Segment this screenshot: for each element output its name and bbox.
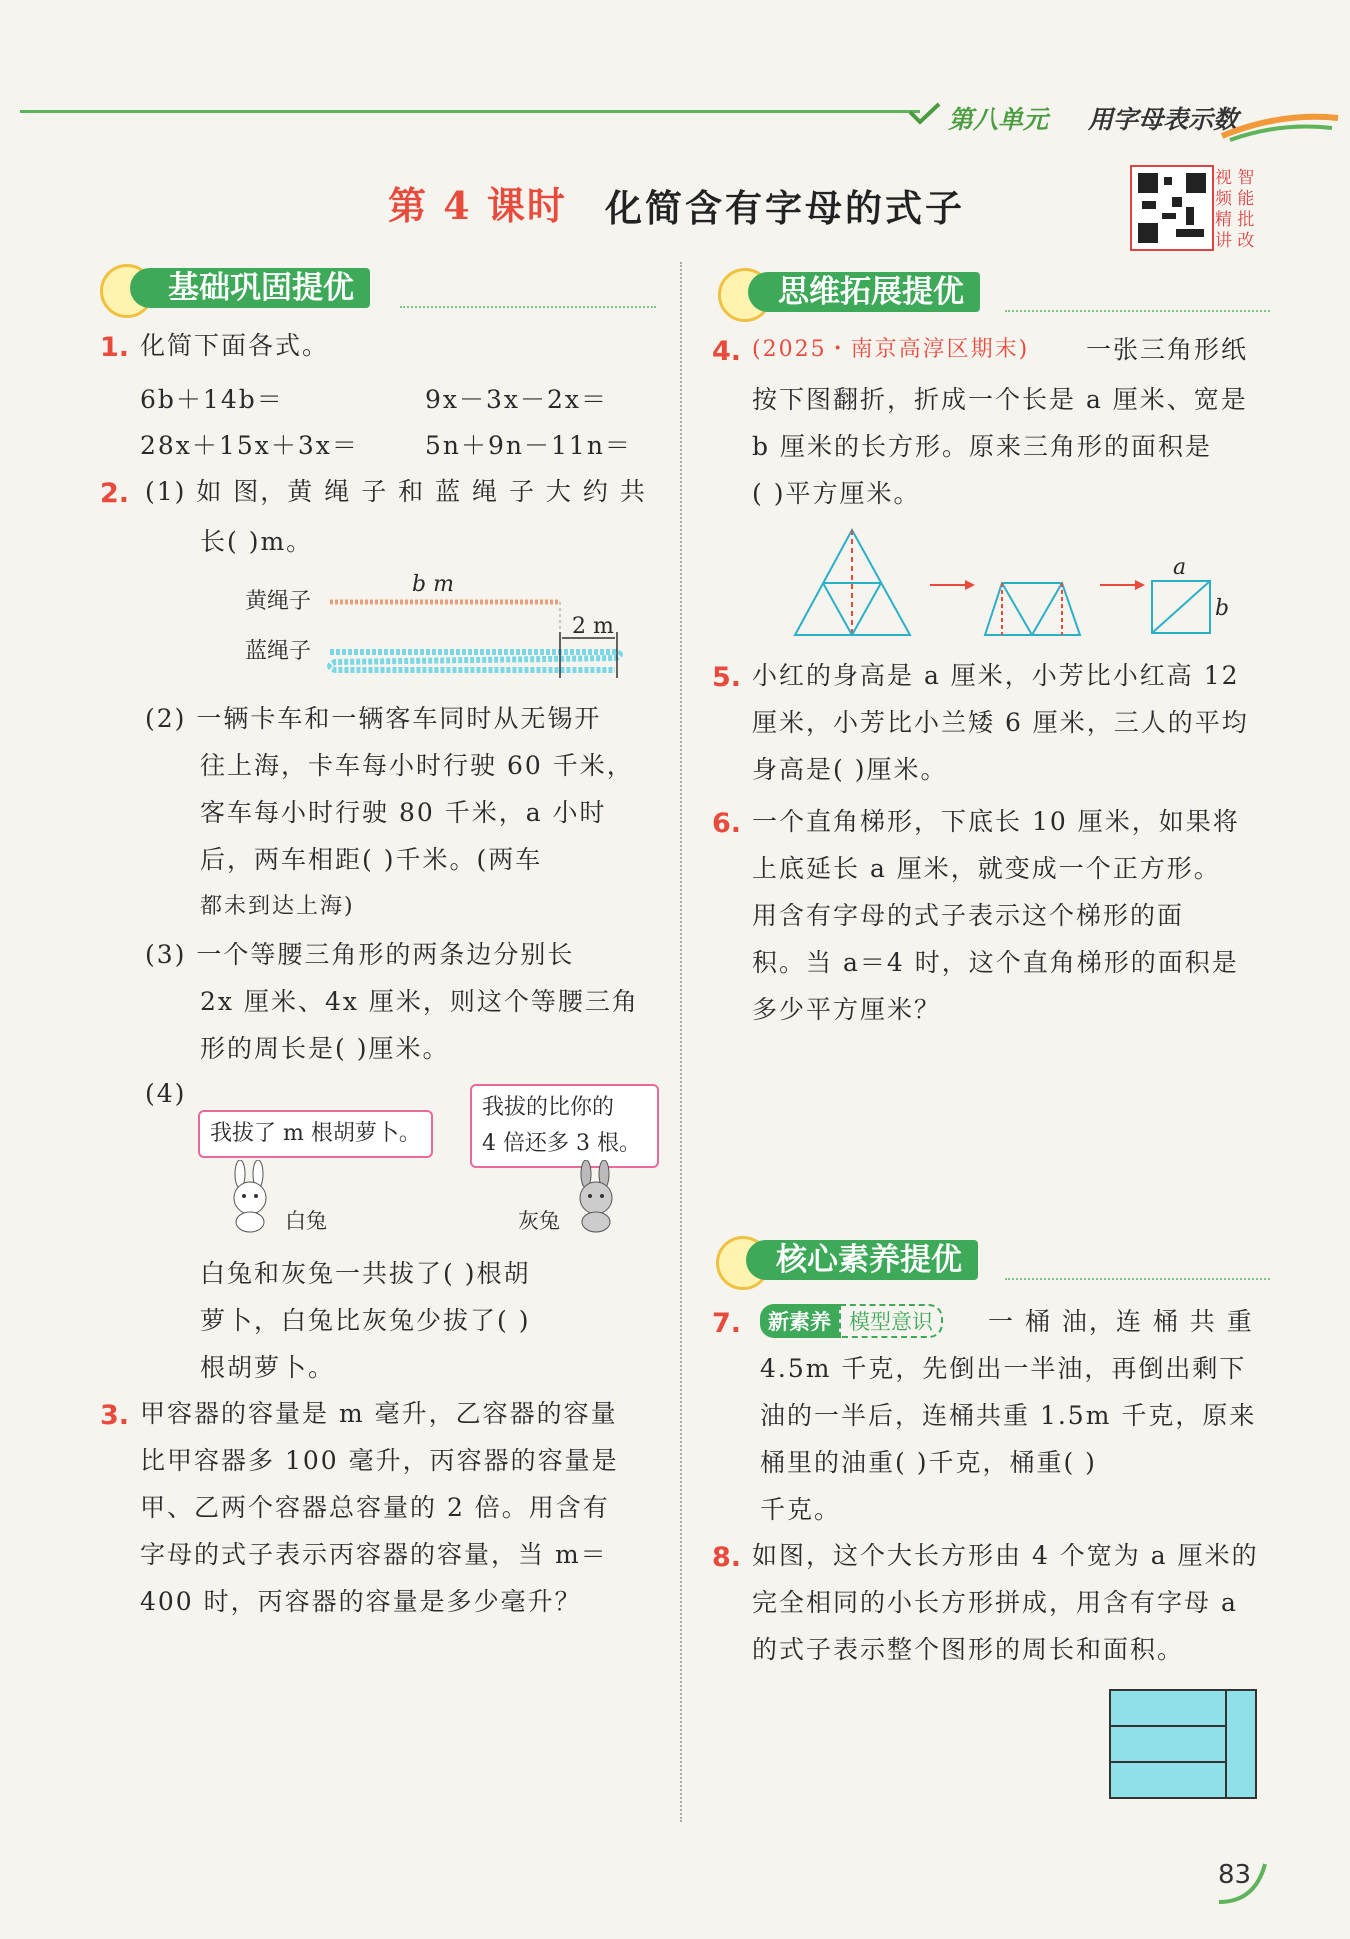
white-rabbit-bubble: 我拔了 m 根胡萝卜。 — [198, 1110, 433, 1158]
q5-line: 小红的身高是 a 厘米，小芳比小红高 12 — [752, 661, 1240, 690]
q7-line: 4.5m 千克，先倒出一半油，再倒出剩下 — [760, 1354, 1247, 1383]
q4-line: 一张三角形纸 — [1086, 335, 1249, 364]
q2-p3-line: 2x 厘米、4x 厘米，则这个等腰三角 — [200, 987, 639, 1016]
q6-line: 用含有字母的式子表示这个梯形的面 — [752, 901, 1185, 930]
q1-number: 1. — [100, 332, 130, 363]
q3-number: 3. — [100, 1400, 130, 1431]
page-swoosh-icon — [1215, 1858, 1275, 1908]
rectangle-figure — [1108, 1688, 1258, 1800]
qr-char: 批 — [1237, 210, 1255, 230]
qr-char: 视 — [1215, 168, 1232, 188]
gray-rabbit-bubble — [470, 1084, 659, 1168]
q2-p2-line: 后，两车相距( )千米。(两车 — [200, 845, 543, 874]
q4-line: b 厘米的长方形。原来三角形的面积是 — [752, 432, 1212, 461]
column-divider — [680, 262, 682, 1822]
header-rule — [20, 110, 920, 113]
q7-line: 桶里的油重( )千克，桶重( ) — [760, 1448, 1097, 1477]
qr-code-icon[interactable] — [1130, 165, 1214, 251]
section-rule — [1005, 1278, 1270, 1280]
q2-p3-line: 形的周长是( )厘米。 — [200, 1034, 450, 1063]
white-rabbit-icon — [222, 1160, 282, 1235]
unit-label: 第八单元 — [948, 105, 1049, 134]
q2-number: 2. — [100, 478, 130, 509]
section-core: 核心素养提优 — [746, 1240, 978, 1280]
q2-p3-line: (3) 一个等腰三角形的两条边分别长 — [145, 940, 575, 969]
section-basic: 基础巩固提优 — [130, 268, 370, 308]
q4-number: 4. — [712, 336, 742, 367]
q3-line: 400 时，丙容器的容量是多少毫升？ — [140, 1587, 582, 1616]
rope-figure — [325, 596, 625, 686]
q4-line: 按下图翻折，折成一个长是 a 厘米、宽是 — [752, 385, 1248, 414]
q1-expr: 9x－3x－2x＝ — [425, 385, 609, 414]
blue-rope-label: 蓝绳子 — [245, 639, 312, 664]
lesson-number: 第 4 课时 — [388, 183, 567, 228]
check-icon — [905, 100, 945, 126]
q7-number: 7. — [712, 1308, 742, 1339]
fold-label-a: a — [1173, 555, 1187, 580]
q3-line: 比甲容器多 100 毫升，丙容器的容量是 — [140, 1446, 619, 1475]
extra-length-label: 2 m — [572, 614, 614, 639]
q5-number: 5. — [712, 662, 742, 693]
q2-p4-line: 根胡萝卜。 — [200, 1353, 336, 1382]
q4-source: (2025・南京高淳区期末) — [752, 337, 1030, 362]
q6-number: 6. — [712, 808, 742, 839]
fold-label-b: b — [1215, 596, 1230, 621]
lesson-title: 化简含有字母的式子 — [605, 187, 965, 230]
q2-p4-line: 白兔和灰兔一共拔了( )根胡 — [200, 1259, 531, 1288]
q8-line: 如图，这个大长方形由 4 个宽为 a 厘米的 — [752, 1541, 1259, 1570]
q5-line: 厘米，小芳比小兰矮 6 厘米，三人的平均 — [752, 708, 1249, 737]
q2-p2-line: 客车每小时行驶 80 千米，a 小时 — [200, 798, 607, 827]
yellow-rope-label: 黄绳子 — [245, 589, 312, 614]
q6-line: 一个直角梯形，下底长 10 厘米，如果将 — [752, 807, 1240, 836]
q2-p1-line: (1) 如 图，黄 绳 子 和 蓝 绳 子 大 约 共 — [145, 477, 647, 506]
q2-p1-line: 长( )m。 — [200, 527, 314, 556]
q7-line: 千克。 — [760, 1495, 842, 1524]
q3-line: 甲、乙两个容器总容量的 2 倍。用含有 — [140, 1493, 610, 1522]
section-thinking: 思维拓展提优 — [748, 272, 980, 312]
q1-expr: 5n＋9n－11n＝ — [425, 431, 632, 460]
q2-p2-line: (2) 一辆卡车和一辆客车同时从无锡开 — [145, 704, 602, 733]
q7-line: 一 桶 油，连 桶 共 重 — [988, 1307, 1254, 1336]
q3-line: 甲容器的容量是 m 毫升，乙容器的容量 — [140, 1399, 618, 1428]
bubble-line: 我拔的比你的 — [482, 1095, 615, 1120]
q1-expr: 6b＋14b＝ — [140, 385, 284, 414]
fold-figure — [790, 525, 1250, 640]
q8-line: 完全相同的小长方形拼成，用含有字母 a — [752, 1588, 1238, 1617]
q7-tags — [760, 1304, 943, 1338]
bubble-line: 4 倍还多 3 根。 — [482, 1131, 641, 1156]
qr-char: 精 — [1215, 210, 1232, 230]
white-rabbit-label: 白兔 — [285, 1209, 327, 1233]
q1-expr: 28x＋15x＋3x＝ — [140, 431, 359, 460]
q6-line: 积。当 a＝4 时，这个直角梯形的面积是 — [752, 948, 1239, 977]
section-rule — [400, 306, 656, 308]
q2-p2-line: 往上海，卡车每小时行驶 60 千米， — [200, 751, 634, 780]
q2-p4-label: (4) — [145, 1079, 187, 1108]
q4-line: ( )平方厘米。 — [752, 479, 921, 508]
rope-length-label: b m — [412, 572, 454, 597]
gray-rabbit-icon — [568, 1160, 628, 1235]
q2-p2-line: 都未到达上海) — [200, 894, 355, 919]
new-literacy-tag: 新素养 — [760, 1304, 839, 1338]
section-rule — [1005, 310, 1270, 312]
q3-line: 字母的式子表示丙容器的容量，当 m＝ — [140, 1540, 608, 1569]
q7-line: 油的一半后，连桶共重 1.5m 千克，原来 — [760, 1401, 1257, 1430]
qr-char: 讲 — [1215, 231, 1232, 251]
qr-char: 能 — [1237, 189, 1255, 209]
qr-label — [1215, 168, 1265, 252]
qr-char: 智 — [1237, 168, 1255, 188]
q6-line: 上底延长 a 厘米，就变成一个正方形。 — [752, 854, 1221, 883]
swoosh-icon — [1220, 108, 1340, 144]
q8-line: 的式子表示整个图形的周长和面积。 — [752, 1635, 1185, 1664]
qr-char: 改 — [1237, 231, 1255, 251]
model-awareness-tag: 模型意识 — [839, 1304, 943, 1338]
page-number: 83 — [1218, 1860, 1252, 1890]
q6-line: 多少平方厘米？ — [752, 995, 942, 1024]
q5-line: 身高是( )厘米。 — [752, 755, 948, 784]
q8-number: 8. — [712, 1542, 742, 1573]
unit-title: 用字母表示数 — [1088, 105, 1239, 134]
gray-rabbit-label: 灰兔 — [518, 1209, 560, 1233]
q2-p4-line: 萝卜，白兔比灰兔少拔了( ) — [200, 1306, 531, 1335]
q1-stem: 化简下面各式。 — [140, 331, 330, 360]
qr-char: 频 — [1215, 189, 1232, 209]
